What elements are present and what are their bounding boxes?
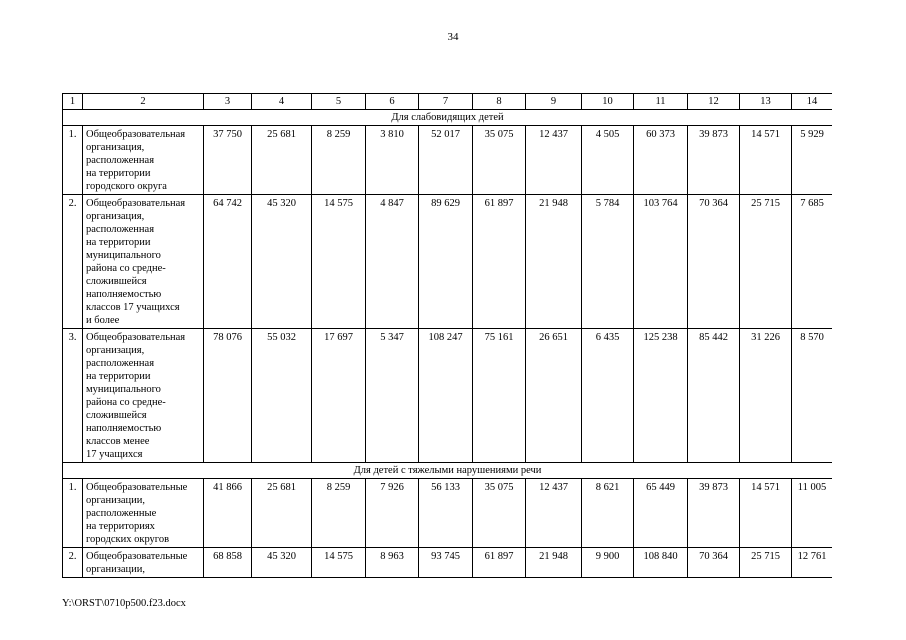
value-cell: 25 681 <box>252 126 312 195</box>
column-header: 9 <box>526 94 582 110</box>
value-cell: 12 437 <box>526 126 582 195</box>
value-cell: 25 715 <box>740 195 792 329</box>
name-line: городских округов <box>86 534 170 545</box>
value-cell: 8 963 <box>366 548 419 578</box>
value-cell: 70 364 <box>688 548 740 578</box>
value-cell: 39 873 <box>688 479 740 548</box>
value-cell: 78 076 <box>204 329 252 463</box>
column-header: 14 <box>792 94 833 110</box>
name-line: на территории <box>86 371 151 382</box>
value-cell: 4 847 <box>366 195 419 329</box>
footer-file-path: Y:\ORST\0710p500.f23.docx <box>62 598 186 609</box>
name-line: района со средне- <box>86 397 166 408</box>
value-cell: 65 449 <box>634 479 688 548</box>
value-cell: 41 866 <box>204 479 252 548</box>
value-cell: 103 764 <box>634 195 688 329</box>
row-number: 2. <box>63 195 83 329</box>
organization-name <box>83 126 204 195</box>
value-cell: 108 247 <box>419 329 473 463</box>
name-line: Общеобразовательные <box>86 482 188 493</box>
table-row <box>63 479 833 548</box>
value-cell: 21 948 <box>526 548 582 578</box>
value-cell: 52 017 <box>419 126 473 195</box>
value-cell: 14 575 <box>312 548 366 578</box>
name-line: Общеобразовательная <box>86 198 186 209</box>
value-cell: 70 364 <box>688 195 740 329</box>
name-line: Общеобразовательная <box>86 332 186 343</box>
value-cell: 25 715 <box>740 548 792 578</box>
value-cell: 12 437 <box>526 479 582 548</box>
value-cell: 45 320 <box>252 195 312 329</box>
column-header: 2 <box>83 94 204 110</box>
value-cell: 8 259 <box>312 479 366 548</box>
name-line: городского округа <box>86 181 167 192</box>
column-header: 7 <box>419 94 473 110</box>
row-number: 2. <box>63 548 83 578</box>
name-line: муниципального <box>86 250 161 261</box>
value-cell: 3 810 <box>366 126 419 195</box>
value-cell: 5 929 <box>792 126 833 195</box>
value-cell: 17 697 <box>312 329 366 463</box>
section-title: Для слабовидящих детей <box>63 110 833 126</box>
value-cell: 8 621 <box>582 479 634 548</box>
value-cell: 25 681 <box>252 479 312 548</box>
organization-name <box>83 548 204 578</box>
value-cell: 45 320 <box>252 548 312 578</box>
page-number: 34 <box>447 31 459 43</box>
name-line: сложившейся <box>86 410 147 421</box>
organization-name <box>83 479 204 548</box>
value-cell: 56 133 <box>419 479 473 548</box>
name-line: расположенные <box>86 508 157 519</box>
value-cell: 61 897 <box>473 195 526 329</box>
table-row <box>63 329 833 463</box>
column-header: 11 <box>634 94 688 110</box>
value-cell: 7 926 <box>366 479 419 548</box>
value-cell: 39 873 <box>688 126 740 195</box>
value-cell: 68 858 <box>204 548 252 578</box>
table-row <box>63 126 833 195</box>
column-header: 10 <box>582 94 634 110</box>
name-line: 17 учащихся <box>86 449 143 460</box>
name-line: наполняемостью <box>86 289 162 300</box>
table-container <box>62 93 832 593</box>
column-header: 8 <box>473 94 526 110</box>
value-cell: 9 900 <box>582 548 634 578</box>
value-cell: 75 161 <box>473 329 526 463</box>
name-line: на территории <box>86 168 151 179</box>
section-title: Для детей с тяжелыми нарушениями речи <box>63 463 833 479</box>
value-cell: 64 742 <box>204 195 252 329</box>
name-line: района со средне- <box>86 263 166 274</box>
value-cell: 12 761 <box>792 548 833 578</box>
value-cell: 35 075 <box>473 479 526 548</box>
value-cell: 5 784 <box>582 195 634 329</box>
data-table <box>62 93 832 578</box>
column-header: 4 <box>252 94 312 110</box>
name-line: организация, <box>86 211 145 222</box>
value-cell: 108 840 <box>634 548 688 578</box>
name-line: организации, <box>86 495 145 506</box>
value-cell: 5 347 <box>366 329 419 463</box>
name-line: организация, <box>86 142 145 153</box>
name-line: организации, <box>86 564 145 575</box>
column-header: 3 <box>204 94 252 110</box>
row-number: 1. <box>63 126 83 195</box>
value-cell: 55 032 <box>252 329 312 463</box>
value-cell: 14 571 <box>740 479 792 548</box>
name-line: муниципального <box>86 384 161 395</box>
name-line: классов 17 учащихся <box>86 302 180 313</box>
name-line: расположенная <box>86 155 155 166</box>
name-line: расположенная <box>86 224 155 235</box>
name-line: классов менее <box>86 436 150 447</box>
value-cell: 14 575 <box>312 195 366 329</box>
column-header: 5 <box>312 94 366 110</box>
name-line: сложившейся <box>86 276 147 287</box>
name-line: Общеобразовательные <box>86 551 188 562</box>
value-cell: 6 435 <box>582 329 634 463</box>
value-cell: 8 570 <box>792 329 833 463</box>
row-number: 1. <box>63 479 83 548</box>
name-line: Общеобразовательная <box>86 129 186 140</box>
value-cell: 60 373 <box>634 126 688 195</box>
value-cell: 7 685 <box>792 195 833 329</box>
organization-name <box>83 329 204 463</box>
value-cell: 85 442 <box>688 329 740 463</box>
value-cell: 125 238 <box>634 329 688 463</box>
value-cell: 8 259 <box>312 126 366 195</box>
header-row <box>63 94 833 110</box>
name-line: и более <box>86 315 120 326</box>
row-number: 3. <box>63 329 83 463</box>
value-cell: 21 948 <box>526 195 582 329</box>
value-cell: 89 629 <box>419 195 473 329</box>
name-line: на территории <box>86 237 151 248</box>
value-cell: 14 571 <box>740 126 792 195</box>
value-cell: 61 897 <box>473 548 526 578</box>
name-line: на территориях <box>86 521 155 532</box>
name-line: наполняемостью <box>86 423 162 434</box>
name-line: расположенная <box>86 358 155 369</box>
section-header-row <box>63 463 833 479</box>
section-header-row <box>63 110 833 126</box>
column-header: 13 <box>740 94 792 110</box>
column-header: 12 <box>688 94 740 110</box>
table-row <box>63 195 833 329</box>
column-header: 6 <box>366 94 419 110</box>
value-cell: 11 005 <box>792 479 833 548</box>
value-cell: 26 651 <box>526 329 582 463</box>
value-cell: 93 745 <box>419 548 473 578</box>
name-line: организация, <box>86 345 145 356</box>
table-body <box>63 94 833 578</box>
value-cell: 31 226 <box>740 329 792 463</box>
table-row <box>63 548 833 578</box>
value-cell: 37 750 <box>204 126 252 195</box>
value-cell: 35 075 <box>473 126 526 195</box>
value-cell: 4 505 <box>582 126 634 195</box>
column-header: 1 <box>63 94 83 110</box>
organization-name <box>83 195 204 329</box>
